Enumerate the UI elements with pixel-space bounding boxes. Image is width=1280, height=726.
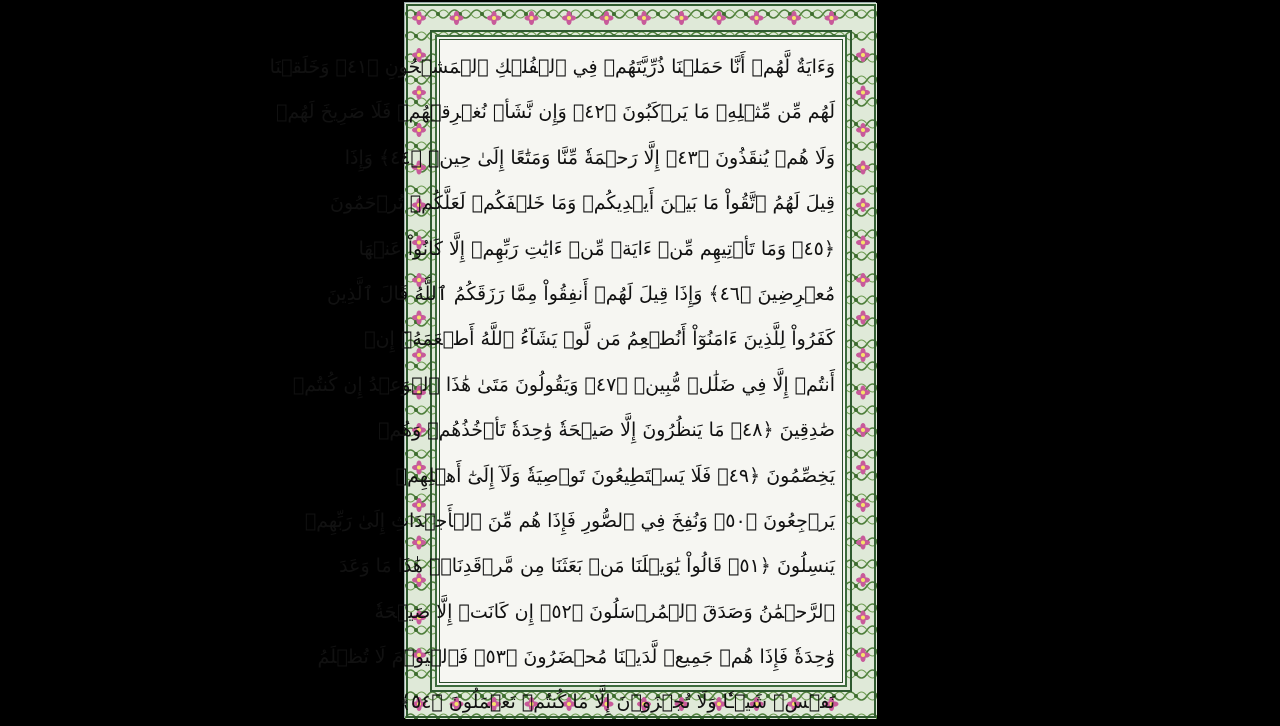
text-panel: [269, 35, 847, 714]
text-line: كَفَرُواْ لِلَّذِينَ ءَامَنُوٓاْ أَنُطۡعِمُ مَن لَّوۡ يَشَآءُ ٱللَّهُ أَطۡعَمَهُۥٓ إِنۡ: [364, 328, 835, 351]
text-line: ٱلرَّحۡمَٰنُ وَصَدَقَ ٱلۡمُرۡسَلُونَ ﴿٥٢﴾ إِن كَانَتۡ إِلَّا صَيۡحَةٗ: [374, 600, 835, 623]
text-line: يَنسِلُونَ ﴿٥١﴾ قَالُواْ يَٰوَيۡلَنَا مَنۢ بَعَثَنَا مِن مَّرۡقَدِنَاۜۗ هَٰذَا مَا وَعَدَ: [339, 555, 835, 578]
text-line: نَفۡسٞ شَيۡـٔٗا وَلَا تُجۡزَوۡنَ إِلَّا مَا كُنتُمۡ تَعۡمَلُونَ ﴿٥٤﴾: [399, 691, 835, 714]
text-line: وَءَايَةٌ لَّهُمۡ أَنَّا حَمَلۡنَا ذُرِّيَّتَهُمۡ فِي ٱلۡفُلۡكِ ٱلۡمَشۡحُونِ ﴿٤١﴾ وَخَلَقۡنَا: [269, 56, 835, 78]
text-line: يَرۡجِعُونَ ﴿٥٠﴾ وَنُفِخَ فِي ٱلصُّورِ فَإِذَا هُم مِّنَ ٱلۡأَجۡدَاثِ إِلَىٰ رَبِّهِمۡ: [304, 509, 835, 532]
text-line: قِيلَ لَهُمُ ٱتَّقُواْ مَا بَيۡنَ أَيۡدِيكُمۡ وَمَا خَلۡفَكُمۡ لَعَلَّكُمۡ تُرۡحَمُونَ: [330, 192, 835, 215]
text-line: صَٰدِقِينَ ﴿٤٨﴾ مَا يَنظُرُونَ إِلَّا صَيۡحَةٗ وَٰحِدَةٗ تَأۡخُذُهُمۡ وَهُمۡ: [377, 419, 835, 442]
text-line: مُعۡرِضِينَ ﴿٤٦﴾ وَإِذَا قِيلَ لَهُمۡ أَنفِقُواْ مِمَّا رَزَقَكُمُ ٱللَّهُ قَالَ ٱلَّذِينَ: [326, 282, 835, 305]
mushaf-page: [269, 2, 876, 718]
text-line: وَلَا هُمۡ يُنقَذُونَ ﴿٤٣﴾ إِلَّا رَحۡمَةٗ مِّنَّا وَمَتَٰعًا إِلَىٰ حِينٖ ﴿٤٤﴾ وَإِذَا: [344, 146, 835, 169]
text-line: يَخِصِّمُونَ ﴿٤٩﴾ فَلَا يَسۡتَطِيعُونَ تَوۡصِيَةٗ وَلَآ إِلَىٰٓ أَهۡلِهِمۡ: [395, 464, 835, 487]
text-line: أَنتُمۡ إِلَّا فِي ضَلَٰلٖ مُّبِينٖ ﴿٤٧﴾ وَيَقُولُونَ مَتَىٰ هَٰذَا ٱلۡوَعۡدُ إِن كُنتُمۡ: [292, 373, 835, 396]
quran-text: [269, 45, 835, 714]
text-line: وَٰحِدَةٗ فَإِذَا هُمۡ جَمِيعٞ لَّدَيۡنَا مُحۡضَرُونَ ﴿٥٣﴾ فَٱلۡيَوۡمَ لَا تُظۡلَمُ: [317, 646, 835, 669]
text-line: ﴿٤٥﴾ وَمَا تَأۡتِيهِم مِّنۡ ءَايَةٖ مِّنۡ ءَايَٰتِ رَبِّهِمۡ إِلَّا كَانُواْ عَنۡهَا: [358, 237, 835, 260]
text-line: لَهُم مِّن مِّثۡلِهِۦ مَا يَرۡكَبُونَ ﴿٤٢﴾ وَإِن نَّشَأۡ نُغۡرِقۡهُمۡ فَلَا صَرِيخَ لَهُمۡ: [275, 101, 835, 124]
